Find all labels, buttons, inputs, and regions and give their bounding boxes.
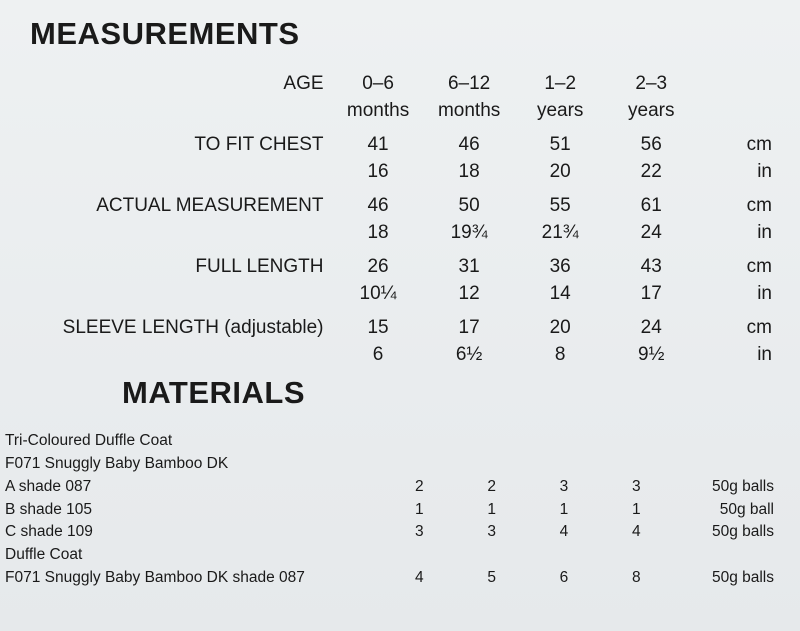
material-qty-2-1: 2 <box>487 477 496 495</box>
material-qty-6-0: 4 <box>415 569 424 586</box>
row-label-blank-sleeve-in <box>0 342 333 369</box>
cell-full-in-3: 17 <box>640 283 662 305</box>
cell-full-in-0: 10¼ <box>359 283 397 305</box>
unit-sleeve-cm: cm <box>746 317 772 339</box>
cell-actual-in-0: 18 <box>367 222 389 244</box>
row-spacer <box>0 186 790 193</box>
row-spacer <box>0 308 790 315</box>
material-unit-2: 50g balls <box>711 477 774 495</box>
column-header-0-bottom: months <box>346 100 410 122</box>
material-qty-1-0 <box>383 453 455 476</box>
list-item <box>0 453 790 476</box>
material-name-5: Duffle Coat <box>5 546 83 564</box>
unit-header-spacer <box>697 98 790 125</box>
cell-actual-cm-0: 46 <box>367 195 389 217</box>
material-qty-0-1 <box>455 430 527 453</box>
material-qty-4-3: 4 <box>631 523 641 541</box>
material-qty-2-2: 3 <box>559 477 569 495</box>
table-row <box>0 281 790 308</box>
row-label-blank-actual-in <box>0 220 333 247</box>
row-spacer <box>0 125 790 132</box>
material-unit-4: 50g balls <box>711 523 774 541</box>
cell-sleeve-in-3: 9½ <box>638 344 665 366</box>
measurements-heading: MEASUREMENTS <box>30 16 300 51</box>
material-name-3: B shade 105 <box>5 500 93 518</box>
row-label-blank-full-in <box>0 281 333 308</box>
materials-heading: MATERIALS <box>122 375 306 410</box>
unit-sleeve-in: in <box>757 344 772 366</box>
row-label-to-fit-chest: TO FIT CHEST <box>194 134 324 156</box>
table-row <box>0 342 790 369</box>
material-qty-6-1: 5 <box>487 569 496 586</box>
row-label-sleeve-length: SLEEVE LENGTH (adjustable) <box>62 317 324 339</box>
age-label: AGE <box>283 73 324 95</box>
table-row <box>0 159 790 186</box>
age-label-spacer <box>0 98 333 125</box>
table-row <box>0 254 790 281</box>
material-qty-3-0: 1 <box>415 500 424 518</box>
cell-chest-cm-3: 56 <box>640 134 662 156</box>
cell-actual-in-3: 24 <box>640 222 662 244</box>
cell-chest-in-2: 20 <box>549 161 571 183</box>
unit-full-in: in <box>757 283 772 305</box>
cell-sleeve-in-2: 8 <box>554 344 566 366</box>
row-label-full-length: FULL LENGTH <box>195 256 324 278</box>
material-unit-0 <box>672 430 790 453</box>
material-qty-6-2: 6 <box>559 569 569 586</box>
table-row <box>0 193 790 220</box>
material-qty-2-3: 3 <box>631 477 641 495</box>
list-item <box>0 544 790 567</box>
material-qty-2-0: 2 <box>415 477 424 495</box>
cell-full-cm-3: 43 <box>640 256 662 278</box>
list-item <box>0 499 790 522</box>
material-unit-1 <box>672 453 790 476</box>
unit-full-cm: cm <box>746 256 772 278</box>
cell-actual-in-2: 21¾ <box>541 222 579 244</box>
material-qty-1-3 <box>600 453 672 476</box>
material-name-4: C shade 109 <box>5 523 93 541</box>
column-header-0-top: 0–6 <box>362 73 394 95</box>
material-name-6: F071 Snuggly Baby Bamboo DK shade 087 <box>5 569 305 586</box>
materials-table <box>0 430 790 589</box>
cell-full-cm-2: 36 <box>549 256 571 278</box>
cell-chest-cm-2: 51 <box>549 134 571 156</box>
cell-sleeve-cm-3: 24 <box>640 317 662 339</box>
material-name-2: A shade 087 <box>5 477 92 495</box>
material-unit-3: 50g ball <box>719 500 774 518</box>
list-item <box>0 476 790 499</box>
material-qty-5-0 <box>383 544 455 567</box>
cell-actual-cm-1: 50 <box>458 195 480 217</box>
material-qty-0-0 <box>383 430 455 453</box>
material-qty-5-3 <box>600 544 672 567</box>
material-qty-3-2: 1 <box>559 500 569 518</box>
material-name-1: F071 Snuggly Baby Bamboo DK <box>5 455 229 473</box>
material-qty-4-2: 4 <box>559 523 569 541</box>
material-qty-1-2 <box>528 453 600 476</box>
unit-actual-cm: cm <box>746 195 772 217</box>
cell-sleeve-in-0: 6 <box>372 344 384 366</box>
cell-actual-in-1: 19¾ <box>450 222 488 244</box>
material-unit-6: 50g balls <box>711 569 774 586</box>
material-qty-0-2 <box>528 430 600 453</box>
column-header-3-top: 2–3 <box>635 73 668 95</box>
column-header-3-bottom: years <box>628 100 675 122</box>
table-row <box>0 315 790 342</box>
row-label-blank-chest-in <box>0 159 333 186</box>
material-qty-3-3: 1 <box>631 500 641 518</box>
material-name-0: Tri-Coloured Duffle Coat <box>5 432 173 450</box>
material-qty-4-0: 3 <box>415 523 424 541</box>
material-qty-5-2 <box>528 544 600 567</box>
cell-actual-cm-2: 55 <box>549 195 571 217</box>
cell-sleeve-cm-1: 17 <box>458 317 480 339</box>
material-qty-3-1: 1 <box>487 500 496 518</box>
cell-chest-cm-1: 46 <box>458 134 480 156</box>
cell-full-in-1: 12 <box>458 283 480 305</box>
material-unit-5 <box>672 544 790 567</box>
measurements-table <box>0 71 790 369</box>
cell-actual-cm-3: 61 <box>640 195 662 217</box>
cell-chest-cm-0: 41 <box>367 134 389 156</box>
cell-chest-in-1: 18 <box>458 161 480 183</box>
column-header-1-bottom: months <box>437 100 501 122</box>
table-row <box>0 220 790 247</box>
material-qty-1-1 <box>455 453 527 476</box>
unit-chest-in: in <box>757 161 772 183</box>
material-qty-5-1 <box>455 544 527 567</box>
cell-sleeve-cm-2: 20 <box>549 317 571 339</box>
column-header-2-bottom: years <box>536 100 584 122</box>
table-header-row-secondary <box>0 98 790 125</box>
list-item <box>0 567 790 590</box>
unit-chest-cm: cm <box>746 134 772 156</box>
column-header-1-top: 6–12 <box>447 73 491 95</box>
cell-sleeve-cm-0: 15 <box>367 317 389 339</box>
table-row <box>0 132 790 159</box>
row-spacer <box>0 247 790 254</box>
cell-full-in-2: 14 <box>549 283 571 305</box>
table-header-row <box>0 71 790 98</box>
cell-sleeve-in-1: 6½ <box>455 344 483 366</box>
list-item <box>0 521 790 544</box>
cell-chest-in-3: 22 <box>640 161 662 183</box>
material-qty-6-3: 8 <box>631 569 641 586</box>
material-qty-4-1: 3 <box>487 523 496 541</box>
cell-full-cm-1: 31 <box>458 256 480 278</box>
row-label-actual-measurement: ACTUAL MEASUREMENT <box>96 195 324 217</box>
list-item <box>0 430 790 453</box>
column-header-2-top: 1–2 <box>544 73 577 95</box>
unit-header <box>697 71 790 98</box>
unit-actual-in: in <box>757 222 772 244</box>
material-qty-0-3 <box>600 430 672 453</box>
cell-full-cm-0: 26 <box>367 256 389 278</box>
cell-chest-in-0: 16 <box>367 161 389 183</box>
